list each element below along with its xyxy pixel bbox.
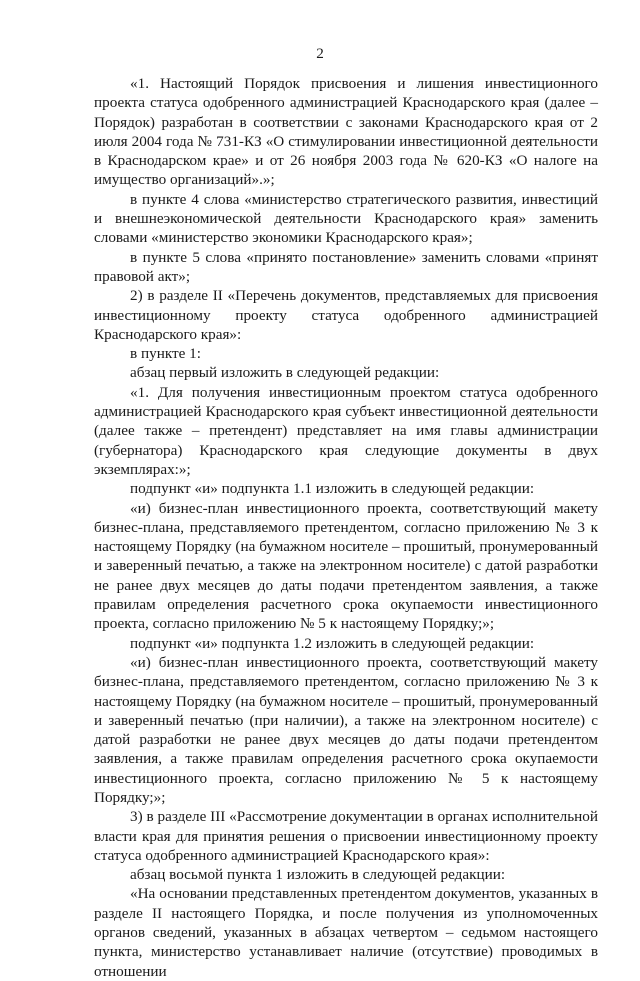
page-number: 2	[316, 45, 324, 62]
paragraph-point-5-amendment: в пункте 5 слова «принято постановление» заменить словами «принят правовой акт»;	[94, 248, 598, 285]
paragraph-eighth-abzac-text: «На основании представленных претендентом документов, указанных в разделе II настоящего Порядка, и после получения из уполномоченных органов сведений, указанных в абзацах четвертом – седьмом настоящего пункта, министерство устанавливает наличие (отсутствие) проводимых в отношении	[94, 885, 598, 980]
paragraph-new-point-1-text: «1. Для получения инвестиционным проектом статуса одобренного администрацией Краснодарского края субъект инвестиционной деятельности (далее также – претендент) представляет на имя главы администрации (губернатора) Краснодарского края следующие документы в двух экземплярах:»;	[94, 383, 598, 478]
paragraph-point-4-amendment: в пункте 4 слова «министерство стратегического развития, инвестиций и внешнеэкономической деятельности Краснодарского края» заменить словами «министерство экономики Краснодарского края»;	[94, 190, 598, 247]
document-body	[94, 74, 598, 981]
paragraph-section-3-heading: 3) в разделе III «Рассмотрение документации в органах исполнительной власти края для принятия решения о присвоении инвестиционному проекту статуса одобренного администрацией Краснодарского края»:	[94, 808, 598, 864]
paragraph-subpoint-1-2: подпункт «и» подпункта 1.2 изложить в следующей редакции:	[130, 634, 535, 652]
paragraph-section-2-heading: 2) в разделе II «Перечень документов, представляемых для присвоения инвестиционному проекту статуса одобренного администрацией Краснодарского края»:	[94, 287, 598, 343]
paragraph-in-point-1: в пункте 1:	[130, 345, 201, 363]
paragraph-subpoint-1-1-text: «и) бизнес-план инвестиционного проекта, соответствующий макету бизнес-плана, представляемого претендентом, согласно приложению № 3 к настоящему Порядку (на бумажном носителе – прошитый, пронумерованный и заверенный печатью, а также на электронном носителе) с датой разработки не ранее двух месяцев до даты подачи претендентом заявления, а также правилам определения расчетного срока окупаемости инвестиционного проекта, согласно приложению № 5 к настоящему Порядку;»;	[94, 499, 598, 633]
paragraph-subpoint-1-2-text: «и) бизнес-план инвестиционного проекта, соответствующий макету бизнес-плана, представляемого претендентом, согласно приложению № 3 к настоящему Порядку (на бумажном носителе – прошитый, пронумерованный и заверенный печатью (при наличии), а также на электронном носителе) с датой разработки не ранее двух месяцев до даты подачи претендентом заявления, а также правилам определения расчетного срока окупаемости инвестиционного проекта, согласно приложению № 5 к настоящему Порядку;»;	[94, 653, 598, 806]
paragraph-eighth-abzac: абзац восьмой пункта 1 изложить в следующей редакции:	[130, 866, 506, 884]
paragraph-subpoint-1-1: подпункт «и» подпункта 1.1 изложить в следующей редакции:	[130, 480, 535, 498]
paragraph-first-abzac: абзац первый изложить в следующей редакции:	[130, 364, 440, 382]
paragraph-clause-1-text: «1. Настоящий Порядок присвоения и лишения инвестиционного проекта статуса одобренного администрацией Краснодарского края (далее – Порядок) разработан в соответствии с законами Краснодарского края от 2 июля 2004 года № 731-КЗ «О стимулировании инвестиционной деятельности в Краснодарском крае» и от 26 ноября 2003 года № 620-КЗ «О налоге на имущество организаций».»;	[94, 75, 598, 189]
